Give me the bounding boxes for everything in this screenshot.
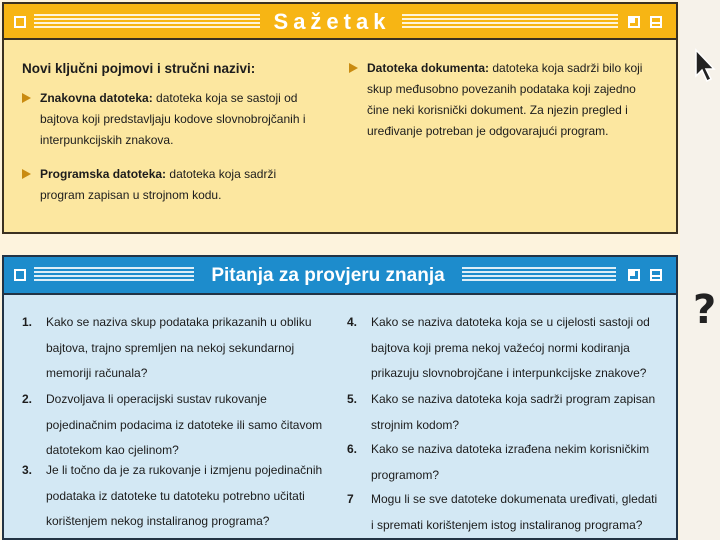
question-number: 7 (347, 492, 354, 506)
cursor-arrow-icon (694, 48, 718, 84)
summary-title: Sažetak (273, 9, 391, 34)
question-text: Kako se naziva datoteka izrađena nekim korisničkim programom? (371, 442, 650, 482)
question-item (22, 387, 332, 464)
question-text: Kako se naziva datoteka koja se u cijelosti sastoji od bajtova koji prema nekoj važećoj normi kodiranja prikazuju slovnobrojčane i interpunkcijske znakove? (371, 315, 650, 380)
summary-heading: Novi ključni pojmovi i stručni nazivi: (22, 61, 256, 76)
summary-item (349, 58, 659, 142)
question-text: Kako se naziva skup podataka prikazanih u obliku bajtova, trajno spremljen na nekoj sekundarnoj memoriji računala? (46, 315, 312, 380)
summary-item (22, 88, 322, 151)
question-item (347, 310, 661, 387)
term-definition: datoteka koja sadrži program zapisan u strojnom kodu. (40, 167, 277, 202)
question-number: 4. (347, 315, 358, 329)
questions-titlebar (4, 257, 676, 295)
summary-item (22, 164, 322, 206)
term-label: Znakovna datoteka: (40, 91, 153, 105)
question-number: 6. (347, 442, 358, 456)
summary-panel (2, 2, 678, 234)
question-text: Je li točno da je za rukovanje i izmjenu pojedinačnih podataka iz datoteke tu datoteku potrebno učitati korištenjem nekog instaliranog programa? (46, 463, 323, 528)
titlebar-stripes (34, 14, 260, 30)
titlebar-stripes (462, 267, 616, 283)
term-definition: datoteka koja sadrži bilo koji skup međusobno povezanih podataka koji zajedno čine neki korisnički dokument. Za njezin pregled i uređivanje potreban je odgovarajući program. (367, 61, 643, 138)
term-definition: datoteka koja se sastoji od bajtova koji predstavljaju kodove slovnobrojčanih i interpunkcijskih znakova. (40, 91, 306, 147)
minimize-icon[interactable] (628, 269, 640, 281)
question-number: 5. (347, 392, 358, 406)
question-item (22, 310, 332, 387)
minimize-icon[interactable] (628, 16, 640, 28)
question-item (347, 487, 661, 538)
bullet-arrow-icon (22, 169, 31, 179)
question-mark-icon: ? (693, 287, 717, 333)
question-item (347, 437, 661, 488)
maximize-icon[interactable] (650, 269, 662, 281)
summary-titlebar (4, 4, 676, 40)
bullet-arrow-icon (22, 93, 31, 103)
question-number: 1. (22, 315, 33, 329)
question-item (22, 458, 332, 535)
term-label: Datoteka dokumenta: (367, 61, 490, 75)
question-text: Dozvoljava li operacijski sustav rukovanje pojedinačnim podacima iz datoteke ili samo čitavom datotekom kao cjelinom? (46, 392, 323, 457)
questions-panel (2, 255, 678, 540)
window-box-icon (14, 269, 26, 281)
titlebar-stripes (34, 267, 194, 283)
titlebar-stripes (402, 14, 618, 30)
bullet-arrow-icon (349, 63, 358, 73)
question-number: 2. (22, 392, 33, 406)
question-item (347, 387, 661, 438)
question-text: Mogu li se sve datoteke dokumenata uređivati, gledati i spremati korištenjem istog instaliranog programa? (371, 492, 658, 532)
maximize-icon[interactable] (650, 16, 662, 28)
question-text: Kako se naziva datoteka koja sadrži program zapisan strojnim kodom? (371, 392, 656, 432)
term-label: Programska datoteka: (40, 167, 167, 181)
questions-title: Pitanja za provjeru znanja (211, 265, 445, 286)
question-number: 3. (22, 463, 33, 477)
window-box-icon (14, 16, 26, 28)
